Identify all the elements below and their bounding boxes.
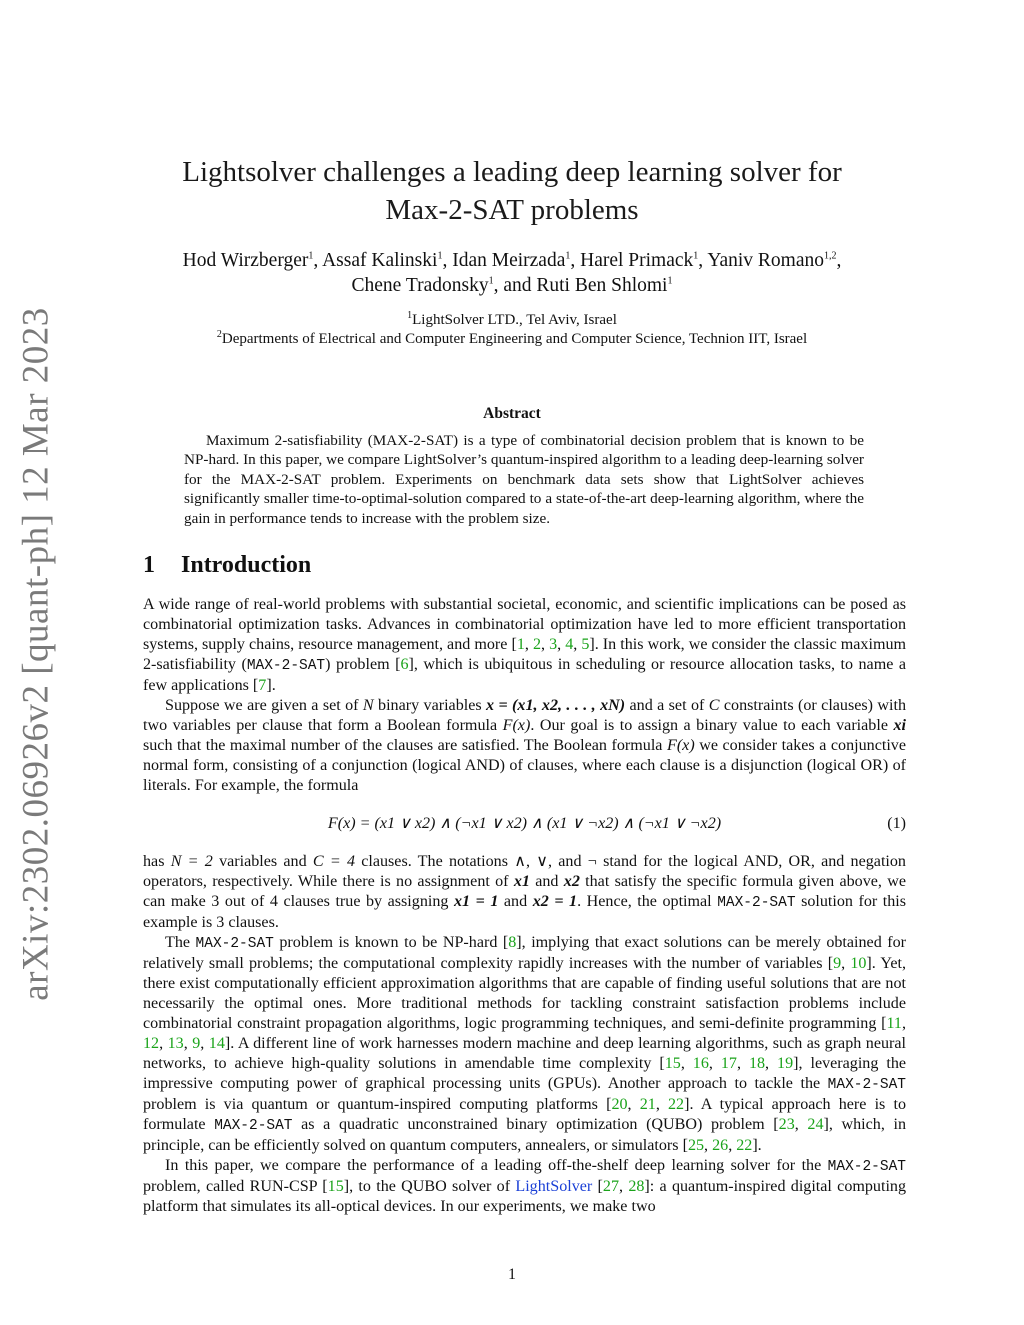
page-number: 1 [508,1266,516,1283]
affiliation-text: LightSolver LTD., Tel Aviv, Israel [412,312,617,328]
affiliation-text: Departments of Electrical and Computer Engineering and Computer Science, Technion IIT, Israel [221,331,808,347]
citation-link[interactable]: 10 [850,955,867,972]
arxiv-stamp-text: arXiv:2302.06926v2 [quant-ph] 12 Mar 2023 [15,307,57,1001]
paragraph-2: Suppose we are given a set of N binary variables x = (x1, x2, . . . , xN) and a set of C constraints (or clauses) with two variables per clause that form a Boolean formula F(x). Our goal is to assign a binary value to each variable xi such that the maximal number of the clauses are satisfied. The Boolean formula F(x) we consider takes a conjunctive normal form, consisting of a conjunction (logical AND) of clauses, where each clause is a disjunction (logical OR) of literals. For example, the formula [143,697,907,794]
author-sup: 1 [693,250,699,262]
author-conjunction: and [503,275,532,296]
title-line-1: Lightsolver challenges a leading deep learning solver for [182,156,842,188]
citation-link[interactable]: 13 [167,1035,184,1052]
citation-link[interactable]: 17 [720,1055,737,1072]
author-name: Harel Primack [580,250,694,271]
citation-link[interactable]: 24 [807,1116,824,1133]
author-list: Hod Wirzberger$^1$, Assaf Kalinski$^1$, Idan Meirzada$^1$, Harel Primack$^1$, Yaniv Romano$^{1,2}$, Chene Tradonsky$^1$, and Ruti Ben Shlomi$^1$ [182,250,842,296]
citation-link[interactable]: 25 [687,1137,705,1154]
lightsolver-link[interactable]: LightSolver [515,1178,593,1195]
arxiv-stamp [6,307,66,1001]
paragraph-3: has N = 2 variables and C = 4 clauses. The notations ∧, ∨, and ¬ stand for the logical AND, OR, and negation operators, respectively. While there is no assignment of x1 and x2 that satisfy the specific formula given above, we can make 3 out of 4 clauses true by assigning x1 = 1 and x2 = 1. Hence, the optimal MAX-2-SAT solution for this example is 3 clauses. [143,853,907,931]
citation-link[interactable]: 4 [565,636,574,653]
citation-link[interactable]: 16 [692,1055,709,1072]
affiliation-sup: 2 [216,329,222,340]
citation-link[interactable]: 9 [192,1035,201,1052]
citation-link[interactable]: 1 [516,636,525,653]
section-title: Introduction [181,552,312,578]
paragraph-5: In this paper, we compare the performance of a leading off-the-shelf deep learning solver for the MAX-2-SAT problem, called RUN-CSP [15], to the QUBO solver of LightSolver [27, 28]: a quantum-inspired digital computing platform that simulates its all-optical devices. In our experiments, we make two [143,1157,907,1215]
citation-link[interactable]: 7 [258,677,267,694]
paragraph-4: The MAX-2-SAT problem is known to be NP-hard [8], implying that exact solutions can be merely obtained for relatively small problems; the computational complexity rapidly increases with the number of variables [9, 10]. Yet, there exist computationally efficient approximation algorithms that are capable of finding useful solutions that are not necessarily the optimal ones. More traditional methods for tackling constraint satisfaction problems include combinatorial constraint propagation algorithms, logic programming techniques, and semi-definite programming [11, 12, 13, 9, 14]. A different line of work harnesses modern machine and deep learning algorithms, such as graph neural networks, to achieve high-quality solutions in amendable time complexity [15, 16, 17, 18, 19], leveraging the impressive computing power of graphical processing units (GPUs). Another approach to tackle the MAX-2-SAT problem is via quantum or quantum-inspired computing platforms [20, 21, 22]. A typical approach here is to formulate MAX-2-SAT as a quadratic unconstrained binary optimization (QUBO) problem [23, 24], which, in principle, can be efficiently solved on quantum computers, annealers, or simulators [25, 26, 22]. [143,934,907,1154]
affiliation-2 [140,330,884,349]
citation-link[interactable]: 8 [508,934,517,951]
author-sup: 1 [488,275,494,287]
author-name: Chene Tradonsky [351,275,489,296]
citation-link[interactable]: 26 [712,1137,729,1154]
equation-number: (1) [887,815,906,832]
citation-link[interactable]: 27 [602,1178,620,1195]
affiliation-sup: 1 [407,310,413,321]
equation-formula: F(x) = (x1 ∨ x2) ∧ (¬x1 ∨ x2) ∧ (x1 ∨ ¬x2) ∧ (¬x1 ∨ ¬x2) [327,815,722,832]
equation-1 [143,804,906,844]
author-name: Assaf Kalinski [322,250,438,271]
citation-link[interactable]: 3 [549,636,558,653]
author-name: Yaniv Romano [707,250,824,271]
abstract-body: Maximum 2-satisfiability (MAX-2-SAT) is a type of combinatorial decision problem that is known to be NP-hard. In this paper, we compare LightSolver’s quantum-inspired algorithm to a leading deep-learning solver for the MAX-2-SAT problem. Experiments on benchmark data sets show that LightSolver achieves significantly smaller time-to-optimal-solution compared to a state-of-the-art deep-learning algorithm, where the gain in performance tends to increase with the problem size. [184,432,864,527]
citation-link[interactable]: 12 [143,1035,160,1052]
main-body [143,595,906,1217]
citation-link[interactable]: 6 [400,656,409,673]
author-name: Ruti Ben Shlomi [536,275,668,296]
section-number: 1 [143,552,155,578]
author-sup: 1 [437,250,443,262]
citation-link[interactable]: 22 [736,1137,753,1154]
citation-link[interactable]: 11 [886,1015,902,1032]
author-sup: 1,2 [823,250,837,262]
citation-link[interactable]: 23 [778,1116,795,1133]
citation-link[interactable]: 20 [611,1096,628,1113]
citation-link[interactable]: 22 [668,1096,685,1113]
author-sup: 1 [565,250,571,262]
citation-link[interactable]: 18 [748,1055,766,1072]
citation-link[interactable]: 21 [639,1096,656,1113]
author-name: Idan Meirzada [452,250,566,271]
citation-link[interactable]: 15 [327,1178,344,1195]
citation-link[interactable]: 19 [777,1055,794,1072]
author-name: Hod Wirzberger [182,250,309,271]
affiliation-1 [140,311,884,330]
title-line-2: Max-2-SAT problems [385,194,639,226]
author-sup: 1 [667,275,673,287]
citation-link[interactable]: 14 [208,1035,225,1052]
citation-link[interactable]: 15 [664,1055,681,1072]
section-heading [143,552,311,579]
paragraph-1: A wide range of real-world problems with substantial societal, economic, and scientific implications can be posed as combinatorial optimization tasks. Advances in combinatorial optimization have led to more efficient transportation systems, supply chains, resource management, and more [1, 2, 3, 4, 5]. In this work, we consider the classic maximum 2-satisfiability (MAX-2-SAT) problem [6], which is ubiquitous in scheduling or resource allocation tasks, to name a few applications [7]. [143,596,907,694]
citation-link[interactable]: 5 [581,636,590,653]
citation-link[interactable]: 28 [628,1178,645,1195]
abstract-heading: Abstract [483,405,541,422]
citation-link[interactable]: 2 [532,636,541,653]
paper-title [140,153,884,229]
author-sup: 1 [308,250,314,262]
citation-link[interactable]: 9 [833,955,842,972]
